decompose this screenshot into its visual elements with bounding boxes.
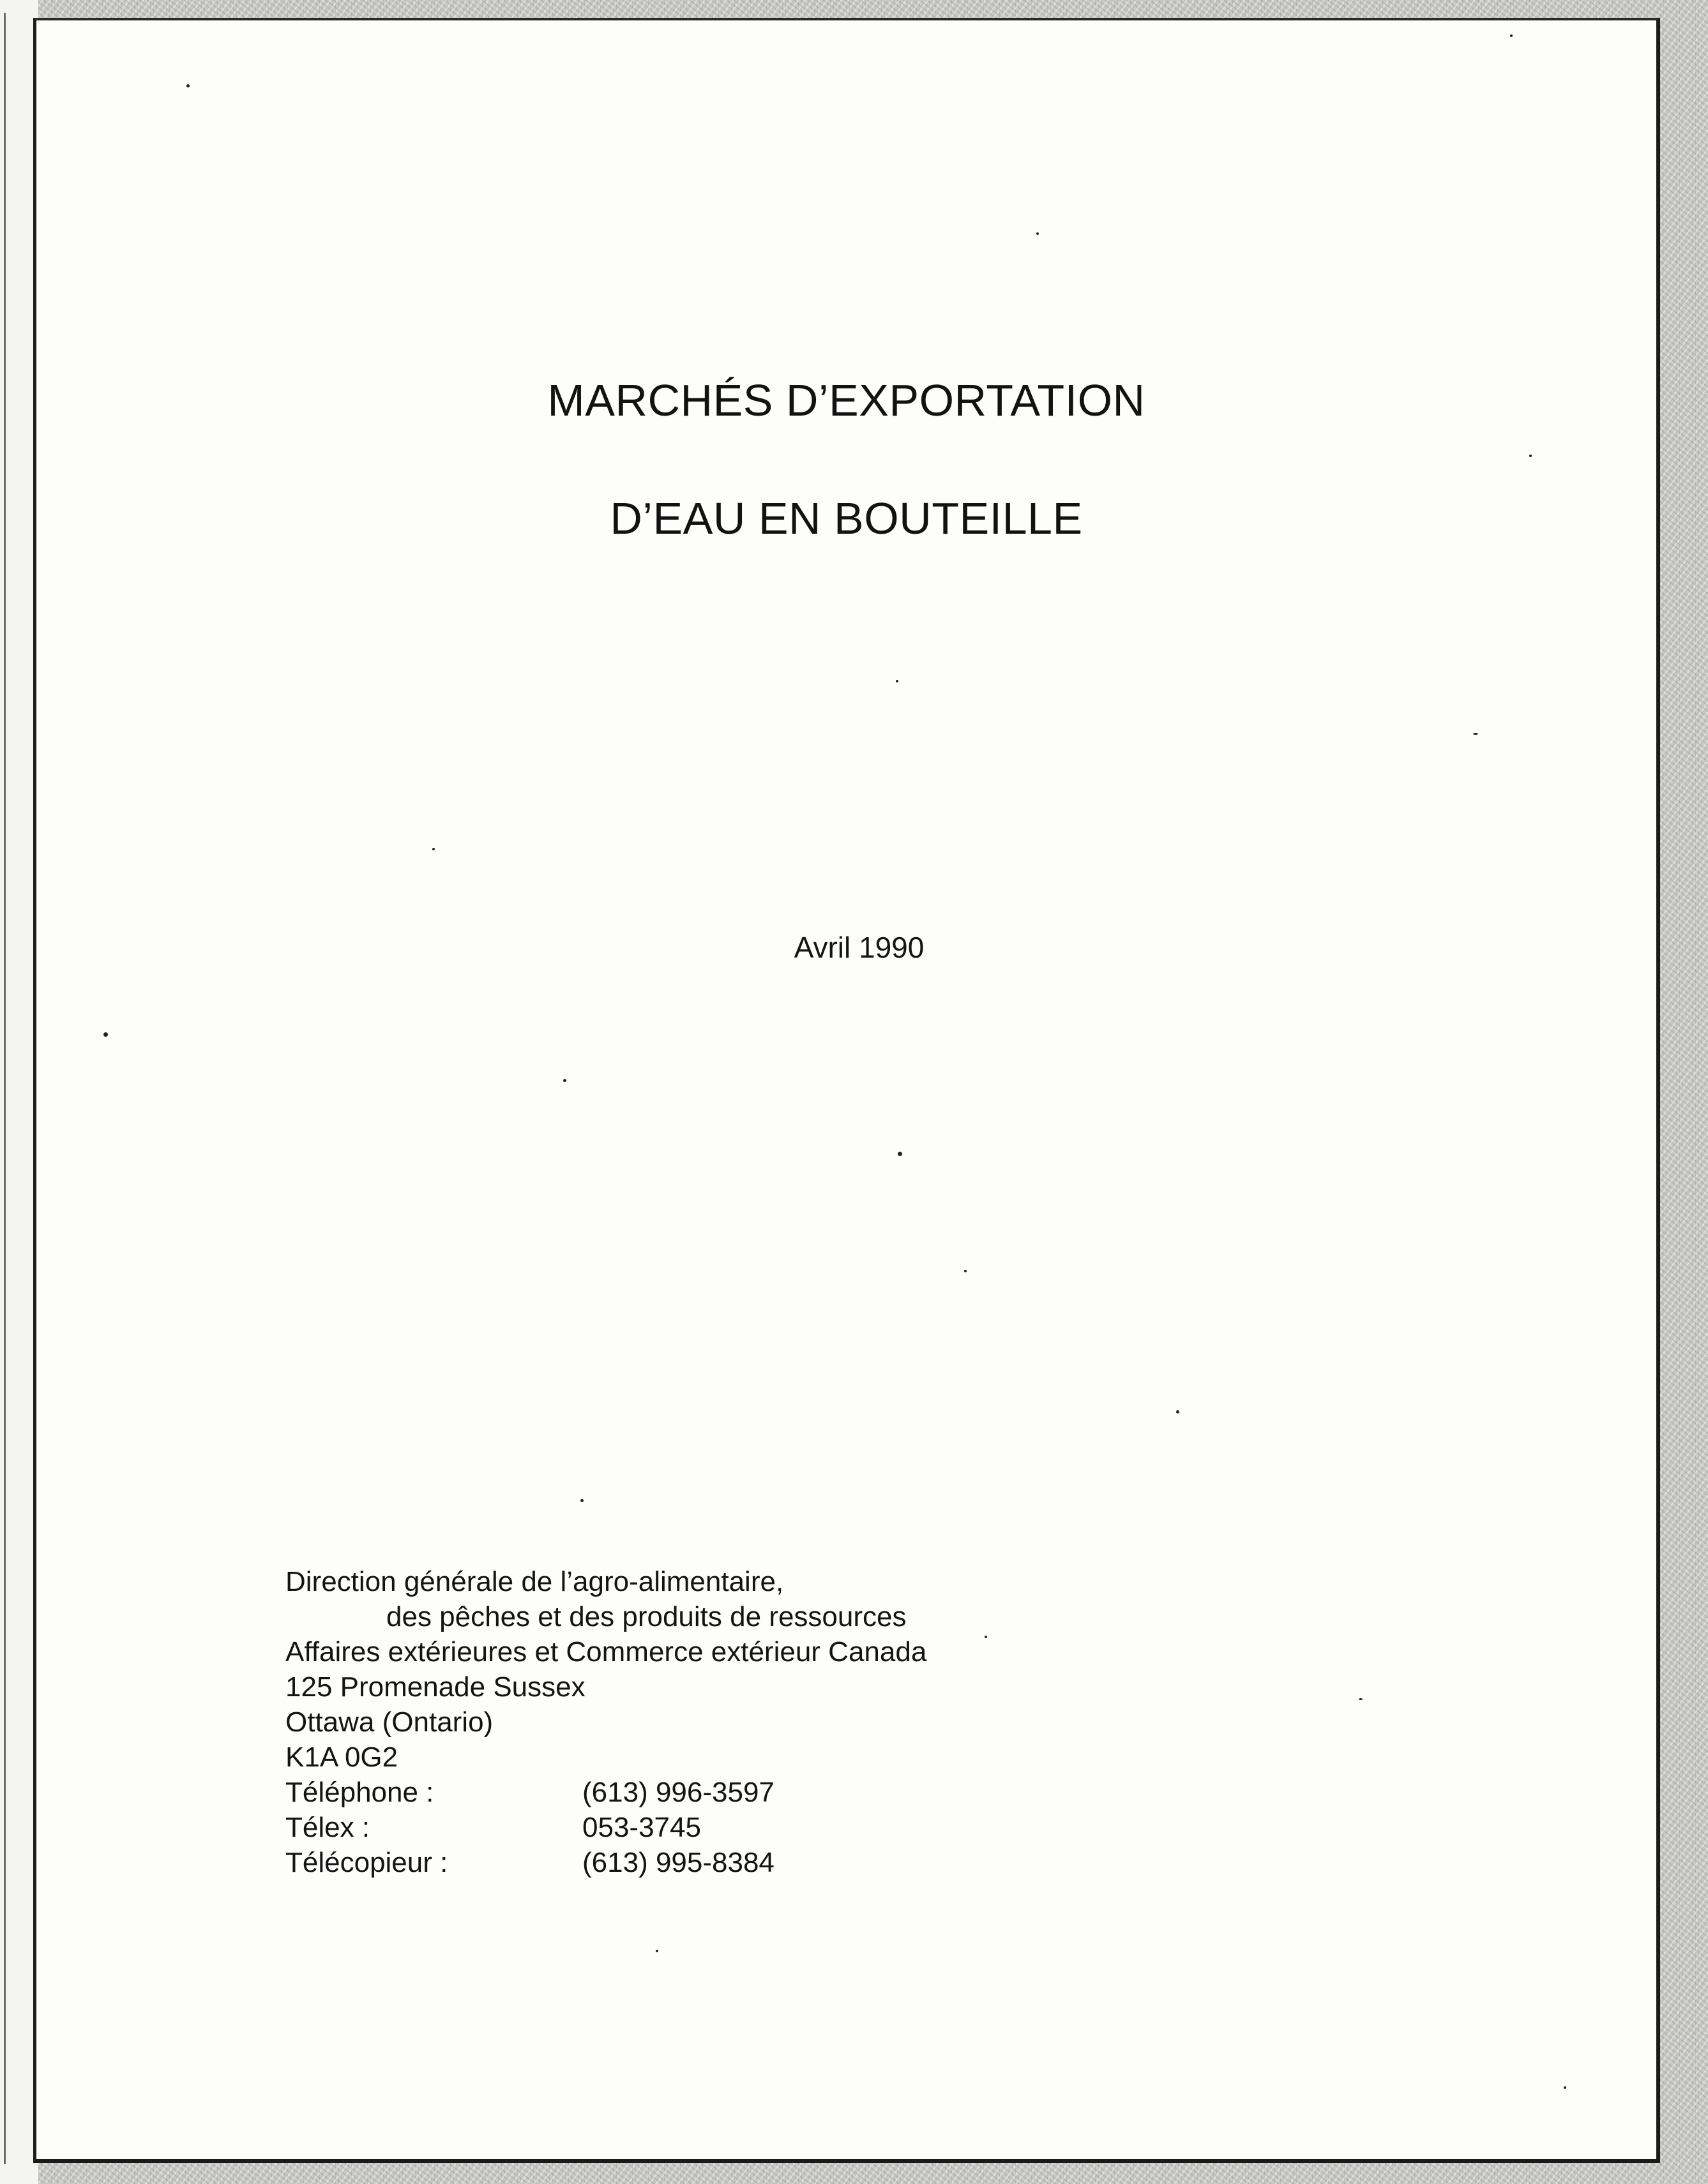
scan-speck [1564, 2086, 1566, 2089]
scan-speck [1359, 1698, 1363, 1700]
contact-label: Télécopieur : [285, 1847, 448, 1878]
contact-label: Téléphone : [285, 1777, 434, 1808]
scan-speck [1473, 733, 1478, 735]
contact-label: Télex : [285, 1812, 370, 1843]
document-title-line-1: MARCHÉS D’EXPORTATION [547, 375, 1145, 425]
scan-speck [898, 1152, 902, 1156]
address-line-directorate: Direction générale de l’agro-alimentaire, [285, 1566, 784, 1597]
address-line-street: 125 Promenade Sussex [285, 1671, 586, 1703]
address-line-department: Affaires extérieures et Commerce extérieur Canada [285, 1636, 927, 1668]
document-title-line-2: D’EAU EN BOUTEILLE [610, 493, 1083, 543]
binding-edge-line [4, 13, 6, 2164]
scan-speck [1510, 34, 1513, 37]
contact-value: (613) 996-3597 [582, 1777, 775, 1808]
scan-speck [103, 1032, 108, 1037]
contact-row-fax [285, 1845, 926, 1880]
scanned-page-left-strip [0, 0, 38, 2184]
scan-speck [964, 1270, 967, 1272]
scan-speck [1036, 232, 1039, 235]
address-line-postal-code: K1A 0G2 [285, 1742, 398, 1773]
address-block [285, 1564, 926, 1880]
scan-speck [985, 1636, 987, 1638]
document-page [33, 18, 1660, 2163]
publication-date: Avril 1990 [794, 931, 925, 964]
contact-row-telex [285, 1810, 926, 1845]
scan-speck [580, 1499, 584, 1502]
scan-speck [563, 1079, 566, 1082]
contact-row-telephone [285, 1775, 926, 1810]
scan-speck [186, 84, 190, 87]
address-line-city: Ottawa (Ontario) [285, 1706, 494, 1738]
scan-speck [656, 1950, 658, 1952]
address-line-directorate-cont: des pêches et des produits de ressources [386, 1601, 907, 1632]
contact-value: (613) 995-8384 [582, 1847, 775, 1878]
scan-speck [432, 848, 435, 850]
scan-speck [896, 680, 898, 682]
contact-value: 053-3745 [582, 1812, 701, 1843]
scan-speck [1176, 1410, 1179, 1413]
scan-speck [1529, 455, 1532, 457]
